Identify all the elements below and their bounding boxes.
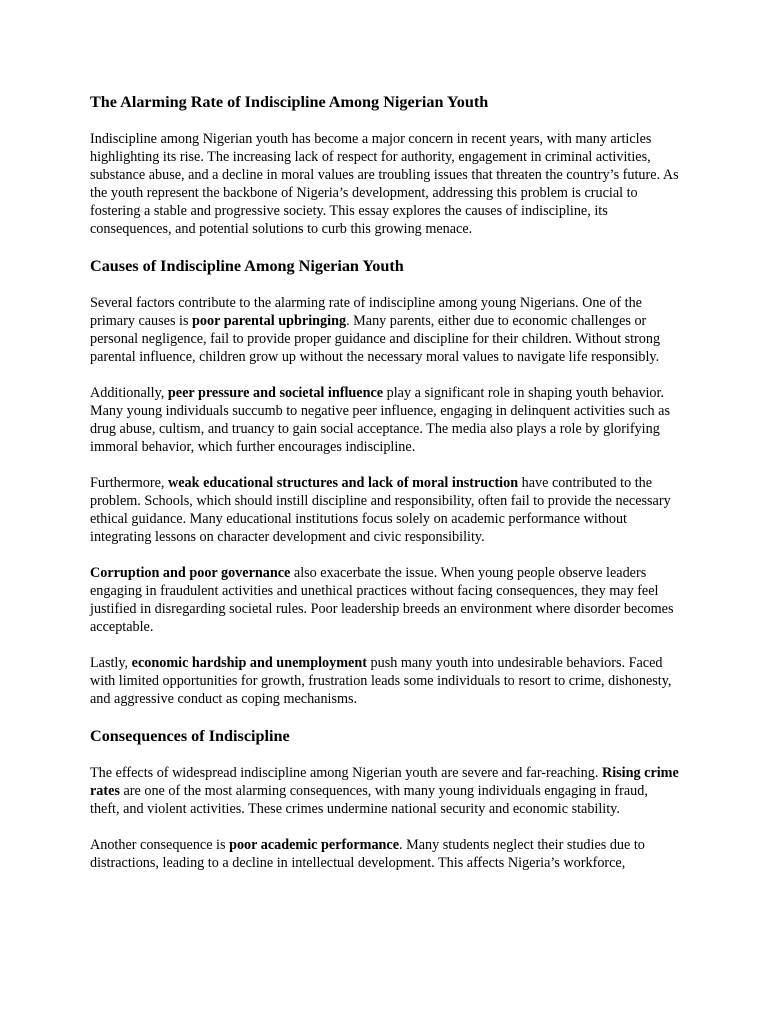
consequences-p2-text-after: . Many students neglect their studies due to distractions, leading to a decline in intellectual development. This affects Nigeria’s workforce, [90,837,645,871]
intro-paragraph: Indiscipline among Nigerian youth has become a major concern in recent years, with many articles highlighting its rise. The increasing lack of respect for authority, engagement in criminal activities, substance abuse, and a decline in moral values are troubling issues that threaten the country’s future. As the youth represent the backbone of Nigeria’s development, addressing this problem is crucial to fostering a stable and progressive society. This essay explores the causes of indiscipline, its consequences, and potential solutions to curb this growing menace. [90,131,679,237]
causes-p3-text-before: Furthermore, [90,475,169,491]
document-title: The Alarming Rate of Indiscipline Among Nigerian Youth [90,93,489,111]
causes-paragraph-3 [90,474,680,546]
document-body [90,92,680,890]
consequences-paragraph-1 [90,764,680,818]
causes-heading: Causes of Indiscipline Among Nigerian Youth [90,257,404,275]
consequences-p2-emphasis: poor academic performance [229,837,400,853]
consequences-p2-text-before: Another consequence is [90,837,230,853]
causes-p5-emphasis: economic hardship and unemployment [131,655,367,671]
causes-p1-text-after: . Many parents, either due to economic challenges or personal negligence, fail to provide proper guidance and discipline for their children. Without strong parental influence, children grow up without the necessary moral values to navigate life responsibly. [90,313,661,365]
consequences-p1-emphasis: Rising crime rates [90,765,679,799]
causes-paragraph-4 [90,564,680,636]
causes-p5-text-after: push many youth into undesirable behaviors. Faced with limited opportunities for growth, frustration leads some individuals to resort to crime, dishonesty, and aggressive conduct as coping mechanisms. [90,655,672,707]
causes-p3-emphasis: weak educational structures and lack of moral instruction [168,475,519,491]
causes-p2-text-after: play a significant role in shaping youth behavior. Many young individuals succumb to negative peer influence, engaging in delinquent activities such as drug abuse, cultism, and truancy to gain social acceptance. The media also plays a role by glorifying immoral behavior, which further encourages indiscipline. [90,385,670,455]
causes-p1-emphasis: poor parental upbringing [192,313,347,329]
causes-p5-text-before: Lastly, [90,655,132,671]
consequences-p1-text-before: The effects of widespread indiscipline among Nigerian youth are severe and far-reaching. [90,765,602,781]
consequences-p1-text-after: are one of the most alarming consequences, with many young individuals engaging in fraud, theft, and violent activities. These crimes undermine national security and economic stability. [90,783,648,817]
causes-p1-text-before: Several factors contribute to the alarming rate of indiscipline among young Nigerians. One of the primary causes is [90,295,642,329]
causes-paragraph-2 [90,384,680,456]
causes-p3-text-after: have contributed to the problem. Schools, which should instill discipline and responsibility, often fail to provide the necessary ethical guidance. Many educational institutions focus solely on academic performance without integrating lessons on character development and civic responsibility. [90,475,671,545]
causes-p4-text-after: also exacerbate the issue. When young people observe leaders engaging in fraudulent activities and unethical practices without facing consequences, they may feel justified in disregarding societal rules. Poor leadership breeds an environment where disorder becomes acceptable. [90,565,674,635]
consequences-heading: Consequences of Indiscipline [90,727,290,745]
causes-paragraph-1 [90,294,680,366]
causes-p2-emphasis: peer pressure and societal influence [167,385,384,401]
consequences-paragraph-2 [90,836,680,872]
causes-p2-text-before: Additionally, [90,385,168,401]
causes-p4-emphasis: Corruption and poor governance [90,565,291,581]
causes-paragraph-5 [90,654,680,708]
